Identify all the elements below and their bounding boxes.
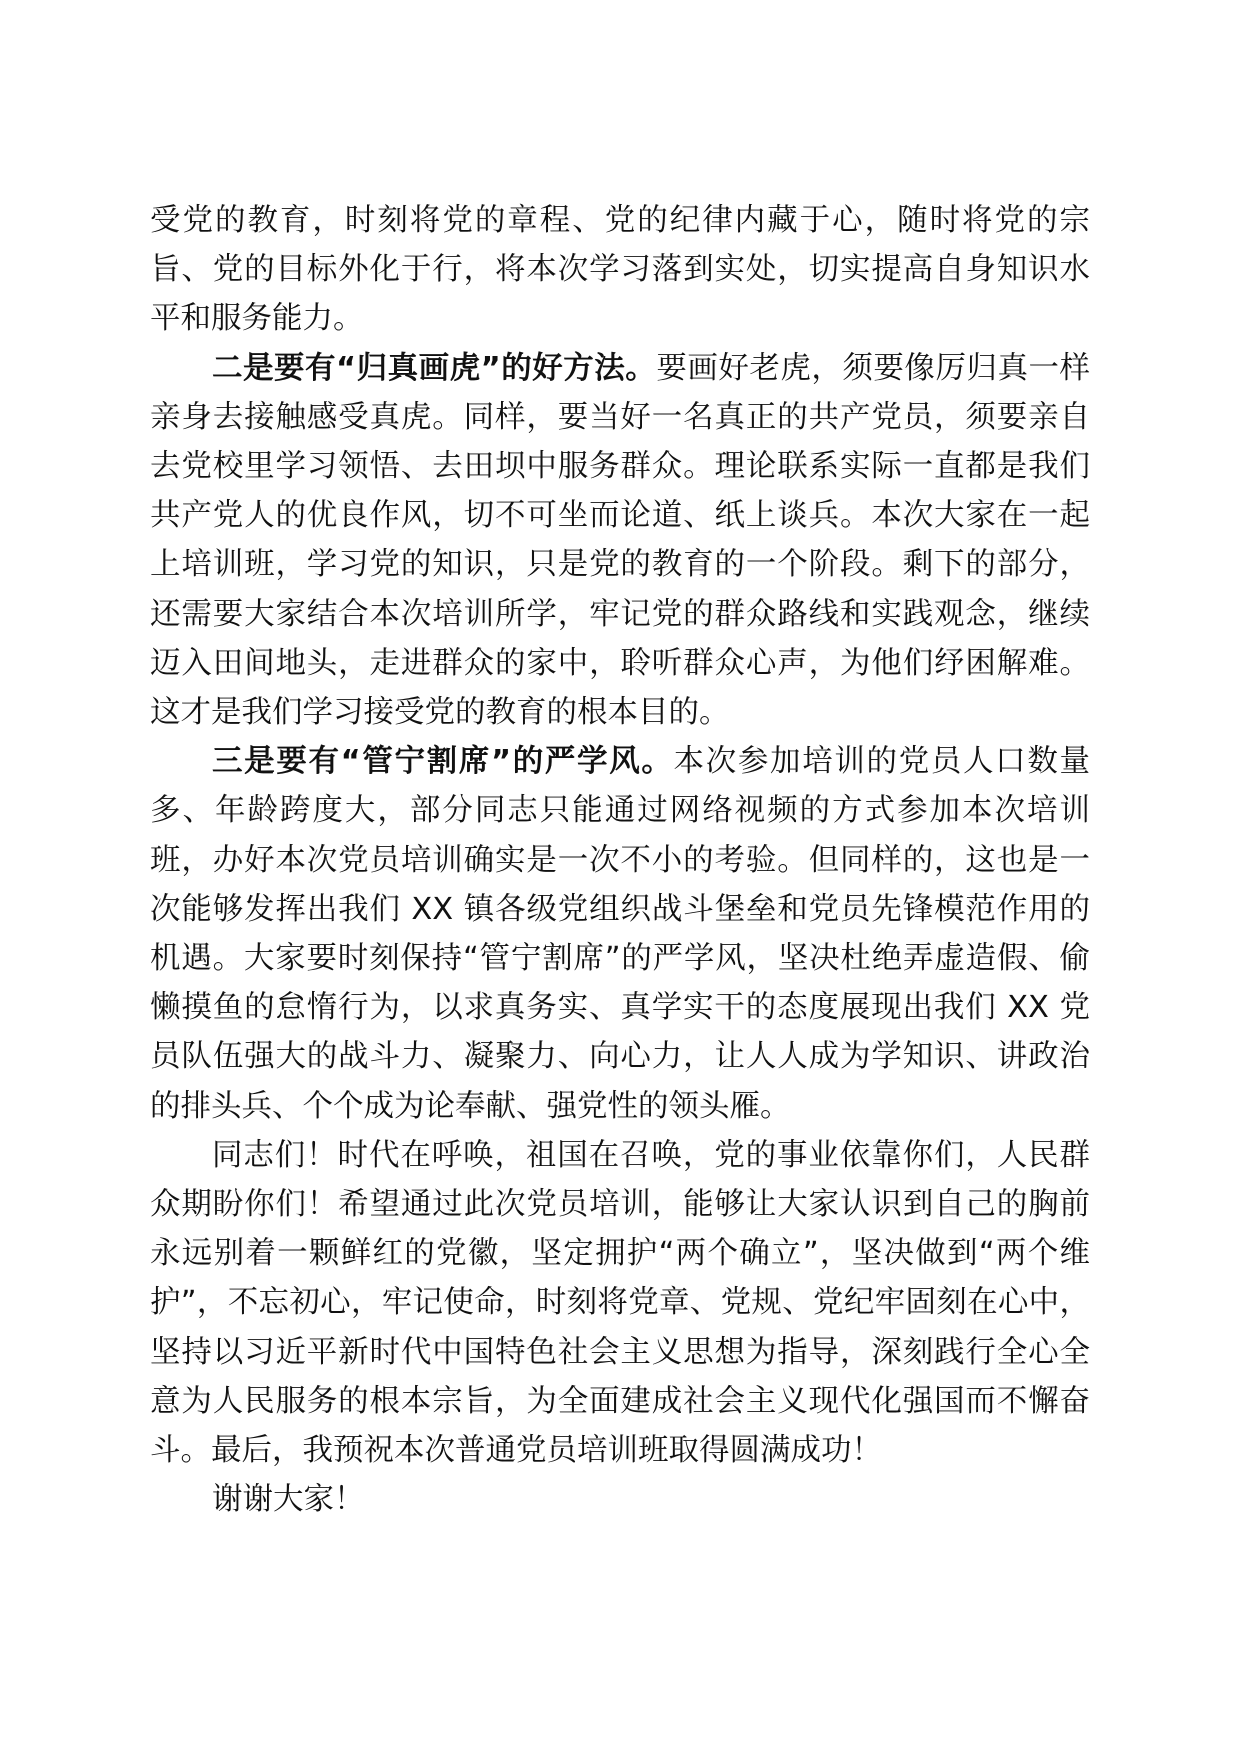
- paragraph-lead-heading: 二是要有“归真画虎”的好方法。: [212, 350, 657, 386]
- paragraph-text: 同志们！时代在呼唤，祖国在召唤，党的事业依靠你们，人民群众期盼你们！希望通过此次党员培训，能够让大家认识到自己的胸前永远别着一颗鲜红的党徽，坚定拥护“两个确立”，坚决做到“两个维护”，不忘初心，牢记使命，时刻将党章、党规、党纪牢固刻在心中，坚持以习近平新时代中国特色社会主义思想为指导，深刻践行全心全意为人民服务的根本宗旨，为全面建成社会主义现代化强国而不懈奋斗。最后，我预祝本次普通党员培训班取得圆满成功！: [150, 1137, 1090, 1469]
- paragraph-closing-appeal: [150, 1131, 1090, 1475]
- paragraph-text: 要画好老虎，须要像厉归真一样亲身去接触感受真虎。同样，要当好一名真正的共产党员，须要亲自去党校里学习领悟、去田坝中服务群众。理论联系实际一直都是我们共产党人的优良作风，切不可坐而论道、纸上谈兵。本次大家在一起上培训班，学习党的知识，只是党的教育的一个阶段。剩下的部分，还需要大家结合本次培训所学，牢记党的群众路线和实践观念，继续迈入田间地头，走进群众的家中，聆听群众心声，为他们纾困解难。这才是我们学习接受党的教育的根本目的。: [150, 350, 1091, 731]
- paragraph-lead-heading: 三是要有“管宁割席”的严学风。: [212, 744, 674, 780]
- paragraph-text: 谢谢大家！: [212, 1482, 365, 1518]
- paragraph-text: 本次参加培训的党员人口数量多、年龄跨度大，部分同志只能通过网络视频的方式参加本次培训班，办好本次党员培训确实是一次不小的考验。但同样的，这也是一次能够发挥出我们 XX 镇各级党组织战斗堡垒和党员先锋模范作用的机遇。大家要时刻保持“管宁割席”的严学风，坚决杜绝弄虚造假、偷懒摸鱼的怠惰行为，以求真务实、真学实干的态度展现出我们 XX 党员队伍强大的战斗力、凝聚力、向心力，让人人成为学知识、讲政治的排头兵、个个成为论奉献、强党性的领头雁。: [150, 744, 1091, 1124]
- document-body: [150, 196, 1090, 1524]
- paragraph-method: [150, 344, 1090, 738]
- paragraph-text: 受党的教育，时刻将党的章程、党的纪律内藏于心，随时将党的宗旨、党的目标外化于行，将本次学习落到实处，切实提高自身知识水平和服务能力。: [150, 203, 1090, 337]
- paragraph-continuation: [150, 196, 1090, 344]
- paragraph-study-style: [150, 737, 1090, 1131]
- paragraph-thanks: [150, 1475, 1090, 1524]
